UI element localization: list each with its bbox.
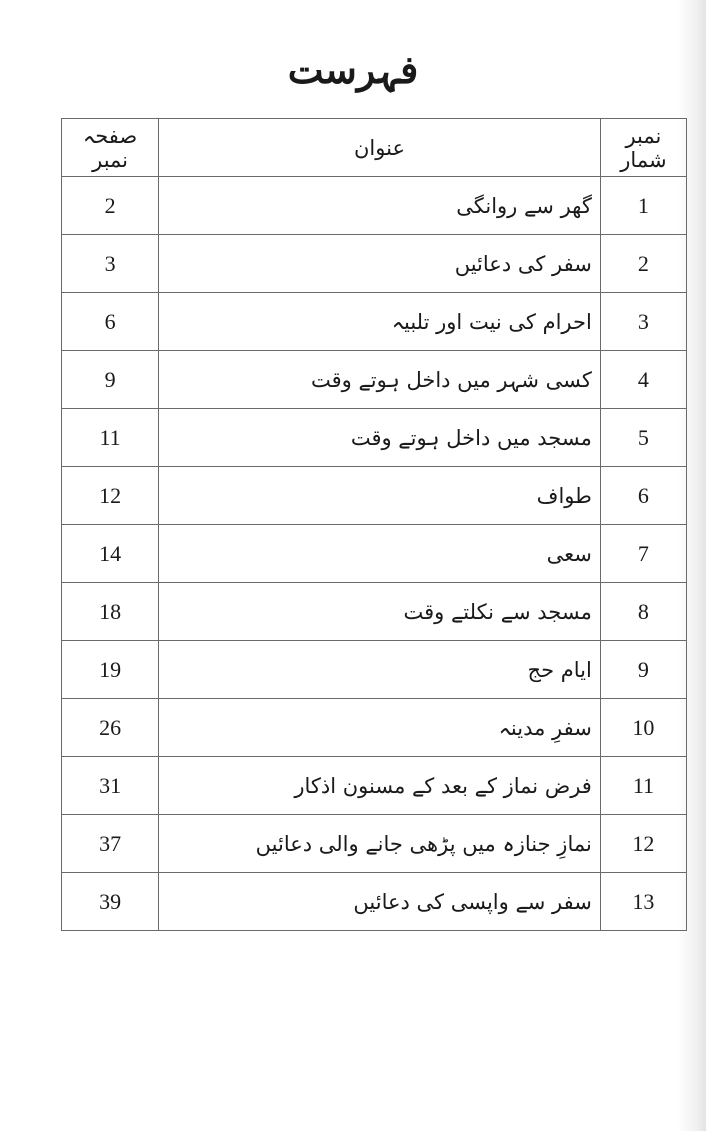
- table-row: [62, 757, 687, 815]
- page-number-cell: 11: [62, 409, 159, 467]
- table-header-row: [62, 119, 687, 177]
- title-cell: طواف: [159, 467, 601, 525]
- serial-cell: 8: [600, 583, 686, 641]
- table-row: [62, 699, 687, 757]
- title-cell: سفر کی دعائیں: [159, 235, 601, 293]
- table-row: [62, 873, 687, 931]
- page-number-cell: 12: [62, 467, 159, 525]
- title-cell: مسجد سے نکلتے وقت: [159, 583, 601, 641]
- title-cell: سعی: [159, 525, 601, 583]
- page-number-cell: 14: [62, 525, 159, 583]
- table-row: [62, 409, 687, 467]
- title-cell: سفر سے واپسی کی دعائیں: [159, 873, 601, 931]
- page-number-cell: 6: [62, 293, 159, 351]
- page-number-cell: 26: [62, 699, 159, 757]
- serial-cell: 9: [600, 641, 686, 699]
- page-number-cell: 37: [62, 815, 159, 873]
- table-row: [62, 641, 687, 699]
- table-row: [62, 525, 687, 583]
- serial-cell: 12: [600, 815, 686, 873]
- serial-cell: 3: [600, 293, 686, 351]
- serial-cell: 2: [600, 235, 686, 293]
- header-title: عنوان: [159, 119, 601, 177]
- serial-cell: 1: [600, 177, 686, 235]
- table-row: [62, 293, 687, 351]
- page-number-cell: 3: [62, 235, 159, 293]
- serial-cell: 11: [600, 757, 686, 815]
- table-row: [62, 177, 687, 235]
- page-number-cell: 9: [62, 351, 159, 409]
- page-number-cell: 19: [62, 641, 159, 699]
- page-number-cell: 2: [62, 177, 159, 235]
- serial-cell: 6: [600, 467, 686, 525]
- title-cell: نمازِ جنازہ میں پڑھی جانے والی دعائیں: [159, 815, 601, 873]
- page-number-cell: 39: [62, 873, 159, 931]
- title-cell: ایام حج: [159, 641, 601, 699]
- page-number-cell: 31: [62, 757, 159, 815]
- page-number-cell: 18: [62, 583, 159, 641]
- title-cell: احرام کی نیت اور تلبیہ: [159, 293, 601, 351]
- table-row: [62, 815, 687, 873]
- title-cell: سفرِ مدینہ: [159, 699, 601, 757]
- header-page-number: صفحہ نمبر: [62, 119, 159, 177]
- title-cell: فرض نماز کے بعد کے مسنون اذکار: [159, 757, 601, 815]
- table-row: [62, 583, 687, 641]
- title-cell: گھر سے روانگی: [159, 177, 601, 235]
- table-row: [62, 235, 687, 293]
- header-serial-number: نمبر شمار: [600, 119, 686, 177]
- table-row: [62, 467, 687, 525]
- serial-cell: 10: [600, 699, 686, 757]
- serial-cell: 5: [600, 409, 686, 467]
- serial-cell: 4: [600, 351, 686, 409]
- table-row: [62, 351, 687, 409]
- title-cell: مسجد میں داخل ہوتے وقت: [159, 409, 601, 467]
- contents-table: [61, 118, 687, 931]
- serial-cell: 13: [600, 873, 686, 931]
- page-title: فہرست: [287, 47, 419, 92]
- serial-cell: 7: [600, 525, 686, 583]
- title-cell: کسی شہر میں داخل ہوتے وقت: [159, 351, 601, 409]
